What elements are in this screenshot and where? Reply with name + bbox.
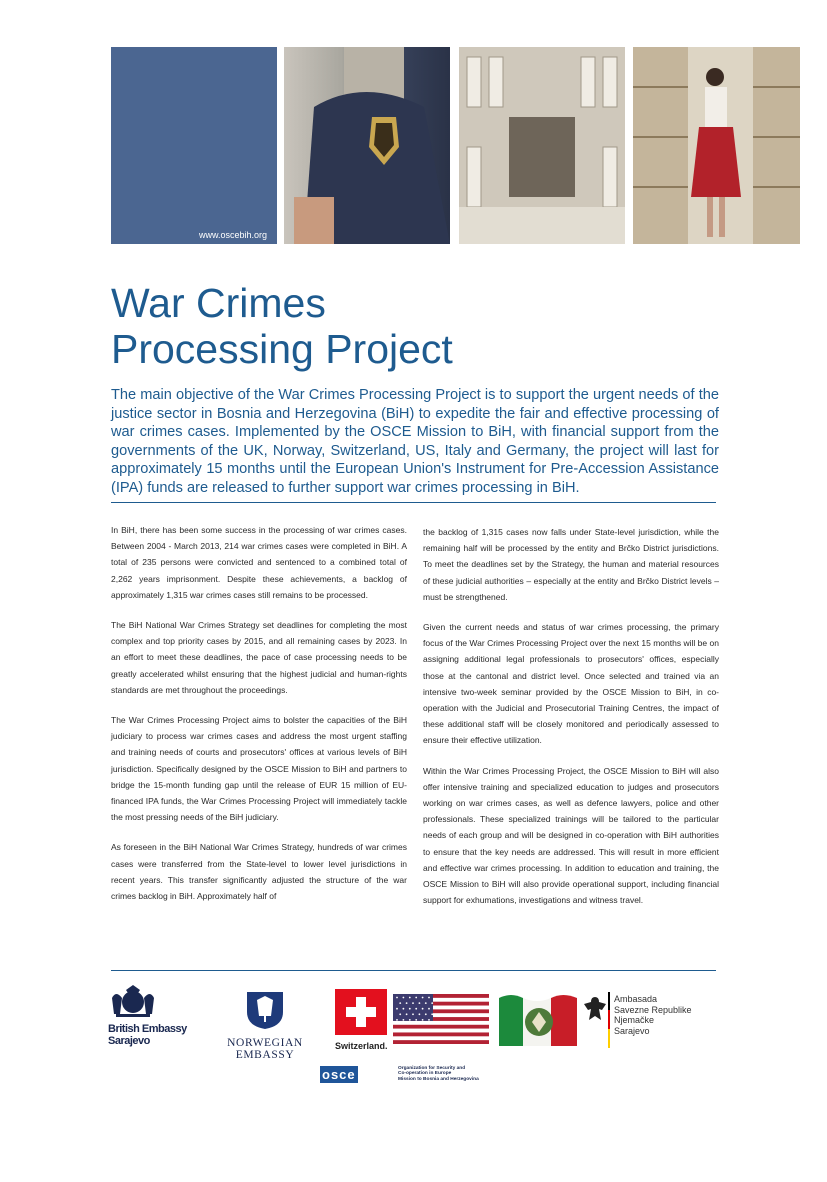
us-flag-star [425,1013,427,1015]
us-flag-star [428,997,430,999]
title-line-2: Processing Project [111,326,453,372]
body-paragraph: The BiH National War Crimes Strategy set deadlines for completing the most complex and top priority cases by 2015, and all remaining cases by 2023. In an effort to meet these deadlines, the pace of case processing needs to be greatly accelerated whilst ensuring that the highest judicial and human-rights standards are met throughout the proceedings. [111,620,407,695]
german-logo-line-2: Savezne Republike Njemačke [614,1004,692,1026]
us-flag-star [428,1008,430,1010]
us-flag-star [425,1002,427,1004]
us-flag-stripe [393,1036,489,1040]
osce-line-2: Co-operation in Europe [398,1071,452,1077]
us-flag-star [419,1002,421,1004]
italian-flag-emblem-icon [499,992,577,1046]
us-flag-star [403,997,405,999]
us-flag-stripe [393,1040,489,1044]
switzerland-logo-text: Switzerland. [335,1041,388,1051]
logo-italy [499,992,577,1046]
us-flag-star [403,1008,405,1010]
norway-logo-text: NORWEGIAN EMBASSY [227,1037,303,1061]
us-flag-star [399,1013,401,1015]
german-logo-line-1: Ambasada [614,994,658,1004]
german-logo-text [614,994,720,1036]
us-flag-star [419,1013,421,1015]
osce-logo-text [398,1066,479,1082]
royal-crest-icon [110,984,156,1018]
website-url: www.oscebih.org [198,230,267,240]
photo-archive-shelves [633,47,800,244]
uk-logo-line-2: Sarajevo [108,1035,150,1047]
us-flag-star [399,1002,401,1004]
photo-courthouse-atrium [459,47,625,244]
us-flag-star [412,1013,414,1015]
logo-us-flag [393,994,489,1044]
logo-osce [320,1066,510,1090]
us-flag-star [406,1013,408,1015]
logo-british-embassy [108,984,198,1054]
us-flag-star [412,1002,414,1004]
german-flag-stripe [608,992,610,1048]
logo-switzerland [335,989,387,1051]
body-paragraph: the backlog of 1,315 cases now falls under State-level jurisdiction, while the remaining half will be processed by the entity and Brčko District jurisdictions. To meet the deadlines set by the Strategy, the human and material resources of these judicial authorities – especially at the entity and Brčko District levels – must be strengthened. [423,527,719,602]
norway-coat-of-arms-icon [243,990,287,1030]
german-eagle-icon [582,994,608,1024]
osce-mark: osce [322,1067,356,1082]
uk-logo-line-1: British Embassy [108,1023,187,1035]
us-flag-star [409,1019,411,1021]
us-flag-stripe [393,1025,489,1029]
us-flag-star [428,1019,430,1021]
body-column-left [111,522,407,918]
us-flag-star [396,1019,398,1021]
us-flag-star [396,1008,398,1010]
header-color-block [111,47,277,244]
photo-police-officer [284,47,450,244]
body-paragraph: As foreseen in the BiH National War Crimes Strategy, hundreds of war crimes cases were transferred from the State-level to lower level jurisdictions in recent years. This transfer significantly adjusted the structure of the war crimes backlog in BiH. Approximately half of [111,842,407,902]
us-flag-star [406,1002,408,1004]
us-flag-star [431,1002,433,1004]
osce-line-3: Mission to Bosnia and Herzegovina [398,1076,479,1082]
body-paragraph: The War Crimes Processing Project aims to bolster the capacities of the BiH judiciary to process war crimes cases and address the most urgent staffing and training needs of courts and prosecutors' offices at various levels of BiH jurisdiction. Specifically designed by the OSCE Mission to BiH and partners to bridge the 15-month funding gap until the release of EUR 15 million of EU-financed IPA funds, the War Crimes Processing Project will immediately tackle the most pressing needs of the BiH judiciary. [111,715,407,823]
us-flag-star [431,1013,433,1015]
us-flag-stripe [393,1029,489,1033]
divider-bottom [111,970,716,971]
us-flag-star [415,997,417,999]
body-paragraph: In BiH, there has been some success in the processing of war crimes cases. Between 2004 - March 2013, 214 war crimes cases were completed in BiH. A total of 235 persons were convicted and sentenced to a combined total of 2,262 years imprisonment. Despite these achievements, a backlog of approximately 1,315 war crimes cases still remains to be processed. [111,525,407,600]
us-flag-star [409,1008,411,1010]
page-title [111,280,711,372]
swiss-flag-icon [335,989,387,1035]
us-flag-star [422,1008,424,1010]
osce-line-1: Organization for Security and [398,1066,466,1071]
us-flag-star [415,1019,417,1021]
lead-paragraph: The main objective of the War Crimes Processing Project is to support the urgent needs of the justice sector in Bosnia and Herzegovina (BiH) to expedite the fair and effective processing of war crimes cases. Implemented by the OSCE Mission to BiH, with financial support from the governments of the UK, Norway, Switzerland, US, Italy and Germany, the project will last for approximately 15 months until the European Union's Instrument for Pre-Accession Assistance (IPA) funds are released to further support war crimes processing in BiH. [111,387,719,496]
body-paragraph: Given the current needs and status of war crimes processing, the primary focus of the War Crimes Processing Project over the next 15 months will be on assigning additional legal professionals to prosecutors' offices, especially those at the cantonal and district level. Once selected and trained via an intensive two-week seminar provided by the OSCE Mission to BiH, in co-operation with the Judicial and Prosecutorial Training Centres, the impact of these additional staff will be closely monitored and periodically assessed to ensure their effective utilization. [423,622,719,746]
us-flag-star [415,1008,417,1010]
us-flag-star [396,997,398,999]
divider-top [111,502,716,503]
logo-norwegian-embassy [200,990,330,1061]
german-logo-line-3: Sarajevo [614,1025,650,1036]
body-column-right [423,524,719,922]
us-flag-star [403,1019,405,1021]
us-flag-star [422,1019,424,1021]
logo-german-embassy [580,992,720,1048]
title-line-1: War Crimes [111,280,326,326]
us-flag-canton [393,994,433,1021]
us-flag-icon [393,994,489,1044]
us-flag-star [422,997,424,999]
body-paragraph: Within the War Crimes Processing Project, the OSCE Mission to BiH will also offer intensive training and specialized education to judges and prosecutors working on war crimes cases, as well as defence lawyers, police and other professionals. These specialized trainings will be tailored to the particular needs of each group and will be designed in co-operation with BiH authorities to ensure that the key needs are addressed. This will result in more efficient and effective war crimes processing. In addition to education and training, the OSCE Mission to BiH will also provide operational support, including financial support for exhumations, investigations and witness travel. [423,765,719,906]
us-flag-stripe [393,1021,489,1025]
us-flag-stripe [393,1032,489,1036]
us-flag-star [409,997,411,999]
